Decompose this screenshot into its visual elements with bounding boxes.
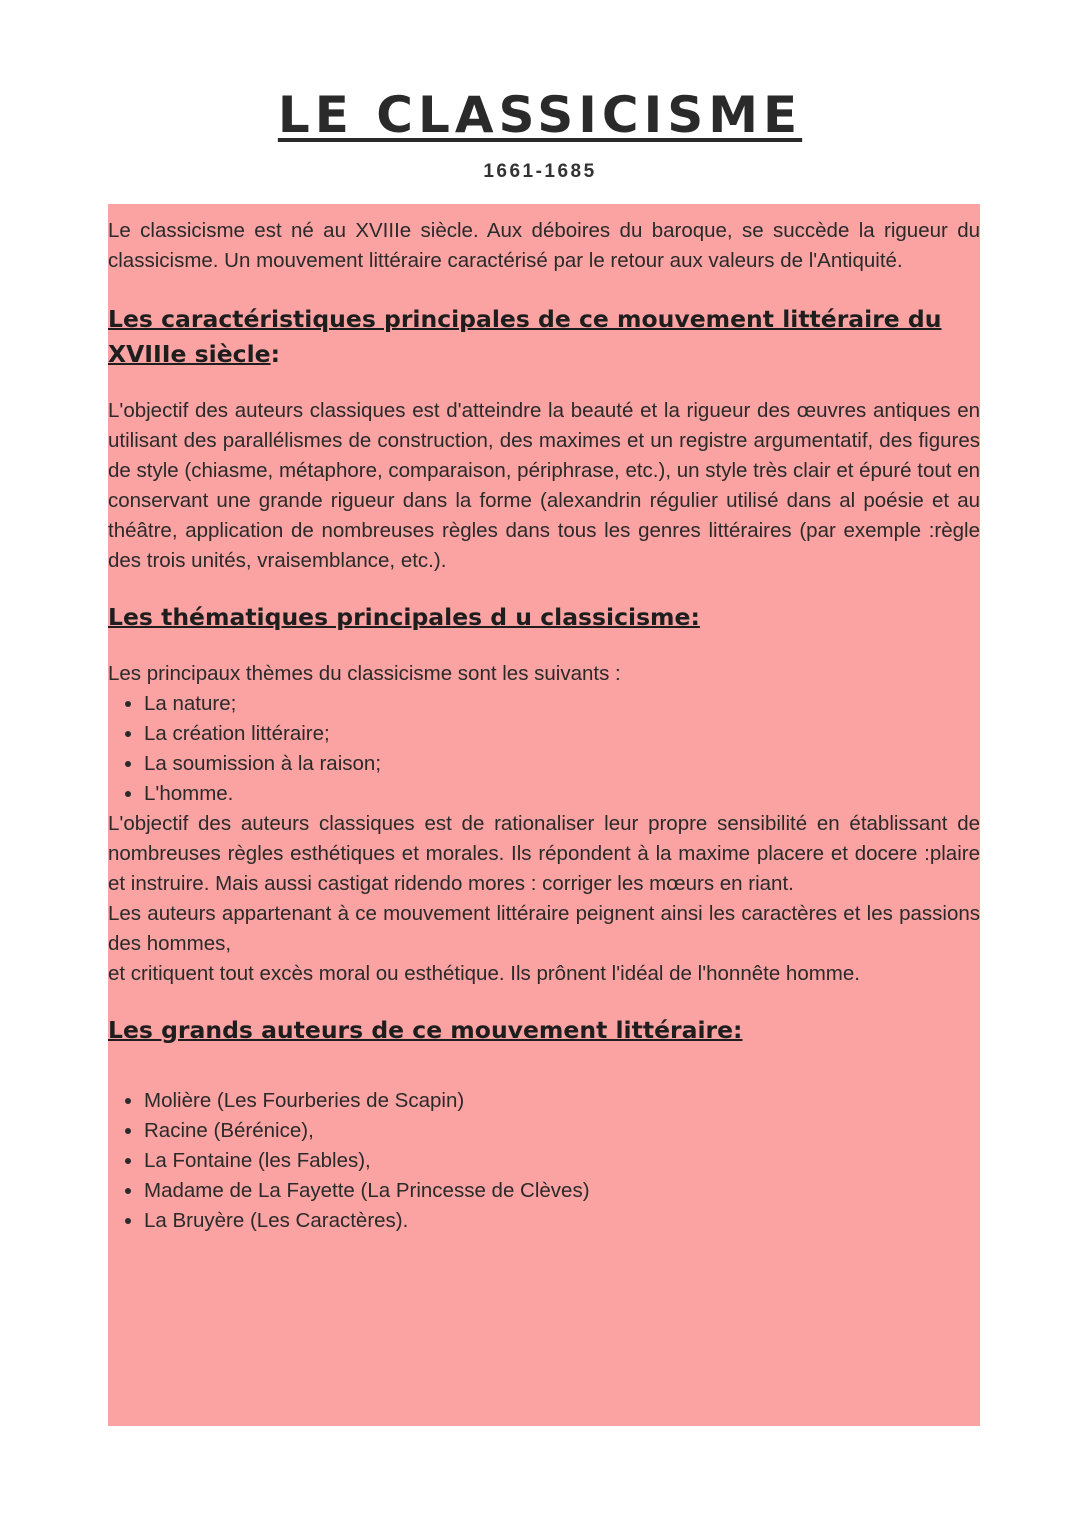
section2-paragraph-1: L'objectif des auteurs classiques est de rationaliser leur propre sensibilité en établissant de nombreuses règles esthétiques et morales. Ils répondent à la maxime placere et docere :plaire et instruire. Mais aussi castigat ridendo mores : corriger les mœurs en riant.	[108, 812, 980, 895]
section1-heading-text: Les caractéristiques principales de ce mouvement littéraire du XVIIIe siècle	[108, 305, 942, 368]
section2-paragraph-2: Les auteurs appartenant à ce mouvement littéraire peignent ainsi les caractères et les passions des hommes,	[108, 902, 980, 955]
section3-heading: Les grands auteurs de ce mouvement littéraire:	[108, 1016, 743, 1044]
dates: 1661-1685	[483, 161, 597, 182]
themes-list	[108, 689, 980, 809]
title-text: LE CLASSICISME	[277, 86, 803, 144]
section1-heading	[108, 302, 980, 372]
intro-paragraph: Le classicisme est né au XVIIIe siècle. Aux déboires du baroque, se succède la rigueur du classicisme. Un mouvement littéraire caractérisé par le retour aux valeurs de l'Antiquité.	[108, 219, 980, 272]
list-item: • L'homme.	[144, 779, 980, 809]
list-item: • La soumission à la raison;	[144, 749, 980, 779]
list-item: • La Fontaine (les Fables),	[144, 1146, 980, 1176]
list-item: • Racine (Bérénice),	[144, 1116, 980, 1146]
page-title	[0, 86, 1080, 144]
heading-colon: :	[270, 340, 280, 368]
section2-intro: Les principaux thèmes du classicisme sont les suivants :	[108, 662, 621, 685]
section2-paragraph-3: et critiquent tout excès moral ou esthétique. Ils prônent l'idéal de l'honnête homme.	[108, 962, 860, 985]
content	[108, 216, 980, 1236]
section2-heading: Les thématiques principales d u classicisme:	[108, 603, 700, 631]
section1-paragraph: L'objectif des auteurs classiques est d'atteindre la beauté et la rigueur des œuvres antiques en utilisant des parallélismes de construction, des maximes et un registre argumentatif, des figures de style (chiasme, métaphore, comparaison, périphrase, etc.), un style très clair et épuré tout en conservant une grande rigueur dans la forme (alexandrin régulier utilisé dans al poésie et au théâtre, application de nombreuses règles dans tous les genres littéraires (par exemple :règle des trois unités, vraisemblance, etc.).	[108, 399, 980, 572]
list-item: • Molière (Les Fourberies de Scapin)	[144, 1086, 980, 1116]
list-item: • La Bruyère (Les Caractères).	[144, 1206, 980, 1236]
list-item: • La création littéraire;	[144, 719, 980, 749]
list-item: • La nature;	[144, 689, 980, 719]
list-item: • Madame de La Fayette (La Princesse de Clèves)	[144, 1176, 980, 1206]
authors-list	[108, 1086, 980, 1236]
